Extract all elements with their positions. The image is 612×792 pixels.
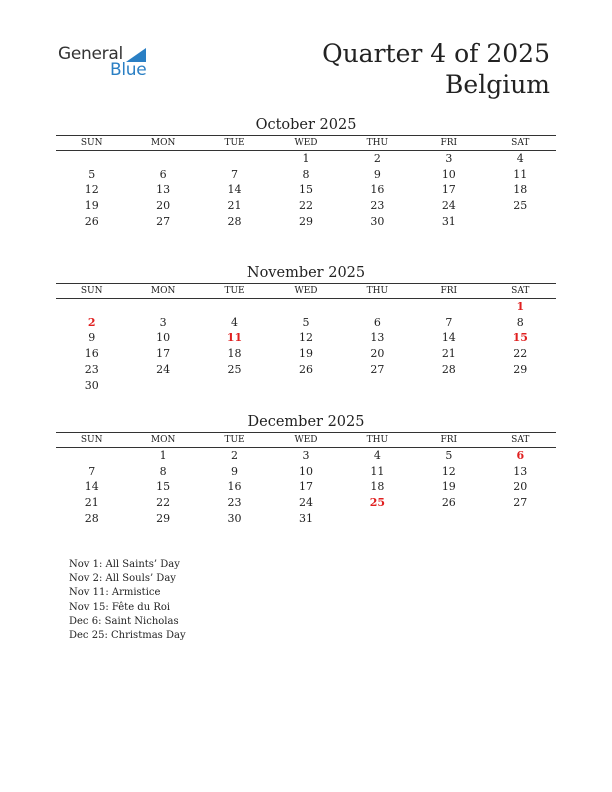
day-cell: 2 <box>373 152 381 165</box>
day-cell: 2 <box>87 315 96 329</box>
day-cell: 29 <box>513 362 528 376</box>
empty-day-cell <box>342 299 413 315</box>
day-cell: 15 <box>156 480 171 494</box>
weekday-header: SAT <box>485 136 556 151</box>
generalblue-logo <box>58 44 158 84</box>
day-cell: 3 <box>302 449 310 462</box>
day-cell: 12 <box>84 183 99 197</box>
holiday-item: Nov 1: All Saints’ Day <box>69 559 180 570</box>
day-cell: 20 <box>156 199 171 213</box>
day-cell: 29 <box>156 511 171 525</box>
day-cell: 31 <box>298 511 313 525</box>
logo-general-text: General <box>58 44 123 64</box>
day-cell: 8 <box>516 315 524 329</box>
holiday-item: Nov 15: Fête du Roi <box>69 601 171 613</box>
week-row <box>56 315 556 331</box>
day-cell: 26 <box>298 362 313 376</box>
day-cell: 10 <box>441 167 456 181</box>
day-cell: 15 <box>512 331 528 345</box>
empty-day-cell <box>127 151 198 167</box>
day-cell: 24 <box>441 199 456 213</box>
weekday-header: SAT <box>485 284 556 299</box>
empty-day-cell <box>413 299 484 315</box>
empty-day-cell <box>56 448 127 464</box>
country-title: Belgium <box>445 70 550 99</box>
empty-day-cell <box>270 299 341 315</box>
weekday-header: FRI <box>413 136 484 151</box>
day-cell: 20 <box>513 480 528 494</box>
day-cell: 13 <box>156 183 171 197</box>
day-cell: 9 <box>373 167 381 181</box>
month-title: October 2025 <box>255 117 357 133</box>
day-cell: 24 <box>298 496 313 510</box>
holiday-item: Dec 25: Christmas Day <box>69 630 186 642</box>
week-row <box>56 464 556 480</box>
day-cell: 8 <box>159 464 167 478</box>
day-cell: 4 <box>231 315 239 329</box>
day-cell: 26 <box>84 214 99 228</box>
day-cell: 21 <box>441 347 456 361</box>
month-title: December 2025 <box>247 414 365 430</box>
weekday-header: SUN <box>56 136 127 151</box>
day-cell: 27 <box>370 362 385 376</box>
month-title: November 2025 <box>246 265 366 281</box>
week-row <box>56 182 556 198</box>
day-cell: 19 <box>441 480 456 494</box>
day-cell: 1 <box>159 449 167 462</box>
day-cell: 19 <box>298 347 313 361</box>
day-cell: 12 <box>298 331 313 345</box>
day-cell: 13 <box>370 331 385 345</box>
month-calendar-november <box>56 263 556 393</box>
month-calendar-october <box>56 115 556 230</box>
week-row <box>56 167 556 183</box>
week-row <box>56 511 556 527</box>
day-cell: 1 <box>302 152 310 165</box>
day-cell: 18 <box>227 347 242 361</box>
day-cell: 19 <box>84 199 99 213</box>
day-cell: 6 <box>516 449 525 462</box>
week-row <box>56 198 556 214</box>
day-cell: 4 <box>373 449 381 462</box>
day-cell: 21 <box>84 496 99 510</box>
day-cell: 18 <box>513 183 528 197</box>
day-cell: 17 <box>298 480 313 494</box>
empty-day-cell <box>485 378 556 394</box>
month-grid <box>56 432 556 527</box>
empty-day-cell <box>56 299 127 315</box>
day-cell: 30 <box>227 511 242 525</box>
weekday-header: MON <box>127 433 198 448</box>
weekday-header: THU <box>342 284 413 299</box>
day-cell: 16 <box>227 480 242 494</box>
week-row <box>56 299 556 315</box>
weekday-header: THU <box>342 433 413 448</box>
day-cell: 7 <box>231 167 239 181</box>
empty-day-cell <box>342 511 413 527</box>
weekday-header: TUE <box>199 136 270 151</box>
week-row <box>56 330 556 346</box>
day-cell: 7 <box>88 464 96 478</box>
day-cell: 22 <box>513 347 528 361</box>
day-cell: 23 <box>84 362 99 376</box>
empty-day-cell <box>199 378 270 394</box>
day-cell: 5 <box>445 449 453 462</box>
day-cell: 15 <box>298 183 313 197</box>
day-cell: 4 <box>516 152 524 165</box>
day-cell: 29 <box>298 214 313 228</box>
weekday-header: WED <box>270 136 341 151</box>
day-cell: 26 <box>441 496 456 510</box>
day-cell: 28 <box>227 214 242 228</box>
day-cell: 30 <box>84 378 99 392</box>
weekday-header: SUN <box>56 284 127 299</box>
week-row <box>56 362 556 378</box>
weekday-header: FRI <box>413 433 484 448</box>
day-cell: 14 <box>227 183 242 197</box>
empty-day-cell <box>485 511 556 527</box>
holiday-list <box>69 558 186 643</box>
day-cell: 9 <box>88 331 96 345</box>
empty-day-cell <box>270 378 341 394</box>
weekday-header: SUN <box>56 433 127 448</box>
day-cell: 9 <box>231 464 239 478</box>
day-cell: 8 <box>302 167 310 181</box>
day-cell: 7 <box>445 315 453 329</box>
day-cell: 16 <box>84 347 99 361</box>
holiday-item: Nov 11: Armistice <box>69 587 161 599</box>
logo-blue-text: Blue <box>110 60 147 80</box>
day-cell: 3 <box>159 315 167 329</box>
weekday-header: MON <box>127 136 198 151</box>
empty-day-cell <box>127 299 198 315</box>
day-cell: 18 <box>370 480 385 494</box>
month-grid <box>56 283 556 393</box>
day-cell: 21 <box>227 199 242 213</box>
day-cell: 6 <box>373 315 381 329</box>
weekday-header: SAT <box>485 433 556 448</box>
empty-day-cell <box>485 214 556 230</box>
day-cell: 16 <box>370 183 385 197</box>
day-cell: 10 <box>156 331 171 345</box>
week-row <box>56 151 556 167</box>
day-cell: 10 <box>298 464 313 478</box>
empty-day-cell <box>127 378 198 394</box>
day-cell: 22 <box>298 199 313 213</box>
month-calendar-december <box>56 412 556 527</box>
empty-day-cell <box>413 511 484 527</box>
empty-day-cell <box>56 151 127 167</box>
week-row <box>56 378 556 394</box>
weekday-header: WED <box>270 284 341 299</box>
day-cell: 28 <box>441 362 456 376</box>
week-row <box>56 479 556 495</box>
empty-day-cell <box>199 299 270 315</box>
week-row <box>56 346 556 362</box>
weekday-header: MON <box>127 284 198 299</box>
weekday-header: TUE <box>199 433 270 448</box>
empty-day-cell <box>199 151 270 167</box>
day-cell: 25 <box>369 496 386 510</box>
day-cell: 11 <box>370 464 385 478</box>
week-row <box>56 448 556 464</box>
quarter-title: Quarter 4 of 2025 <box>322 39 550 68</box>
holiday-item: Dec 6: Saint Nicholas <box>69 615 179 627</box>
day-cell: 23 <box>370 199 385 213</box>
day-cell: 28 <box>84 511 99 525</box>
day-cell: 13 <box>513 464 528 478</box>
day-cell: 22 <box>156 496 171 510</box>
day-cell: 17 <box>441 183 456 197</box>
weekday-header: TUE <box>199 284 270 299</box>
day-cell: 25 <box>227 362 242 376</box>
week-row <box>56 214 556 230</box>
day-cell: 24 <box>156 362 171 376</box>
day-cell: 25 <box>513 199 528 213</box>
day-cell: 1 <box>516 300 525 313</box>
day-cell: 27 <box>513 496 528 510</box>
day-cell: 20 <box>370 347 385 361</box>
day-cell: 5 <box>88 167 96 181</box>
day-cell: 3 <box>445 152 453 165</box>
day-cell: 11 <box>513 167 528 181</box>
day-cell: 11 <box>226 331 243 345</box>
day-cell: 14 <box>441 331 456 345</box>
day-cell: 5 <box>302 315 310 329</box>
empty-day-cell <box>342 378 413 394</box>
page-title <box>322 38 550 100</box>
weekday-header: WED <box>270 433 341 448</box>
empty-day-cell <box>413 378 484 394</box>
weekday-header: THU <box>342 136 413 151</box>
day-cell: 23 <box>227 496 242 510</box>
day-cell: 27 <box>156 214 171 228</box>
day-cell: 2 <box>231 449 239 462</box>
day-cell: 17 <box>156 347 171 361</box>
day-cell: 14 <box>84 480 99 494</box>
day-cell: 31 <box>441 214 456 228</box>
weekday-header: FRI <box>413 284 484 299</box>
day-cell: 12 <box>441 464 456 478</box>
month-grid <box>56 135 556 230</box>
day-cell: 30 <box>370 214 385 228</box>
week-row <box>56 495 556 511</box>
holiday-item: Nov 2: All Souls’ Day <box>69 573 176 585</box>
day-cell: 6 <box>159 167 167 181</box>
